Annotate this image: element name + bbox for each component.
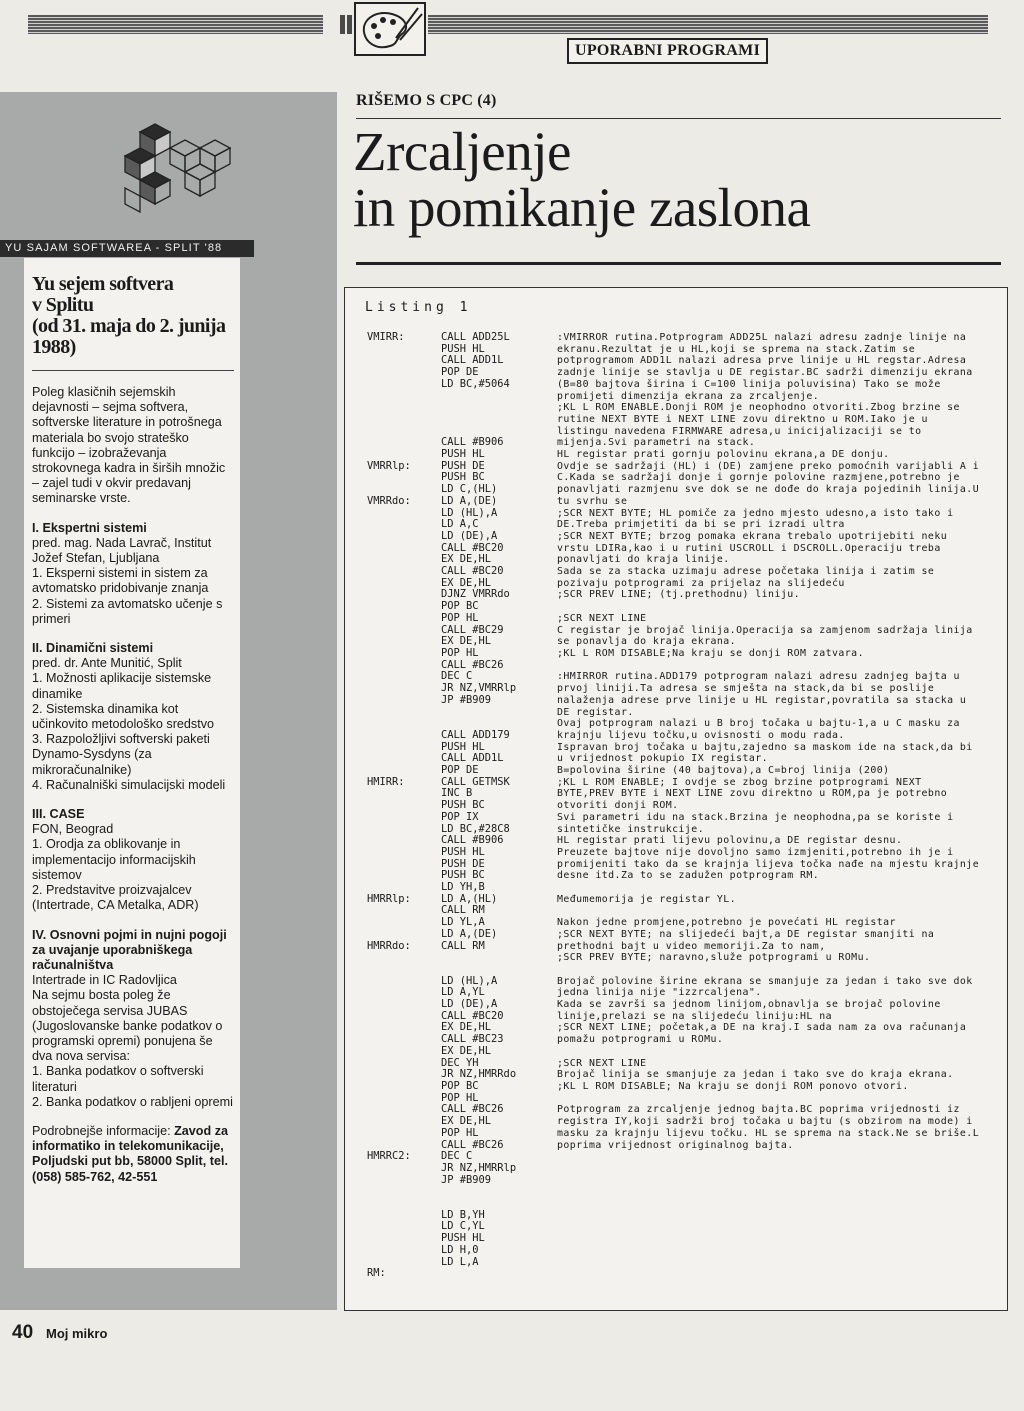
top-decorative-bar-left — [28, 15, 323, 34]
listing-comment: HL registar prati gornju polovinu ekrana,a DE donju. — [557, 449, 890, 461]
listing-comment: ;SCR NEXT LINE — [557, 612, 647, 624]
listing-comment: ;SCR NEXT LINE; početak,a DE na kraj.I sada nam za ova računanja pomažu potprogrami u ROMu. — [557, 1022, 973, 1046]
section-heading: I. Ekspertni sistemi — [32, 520, 147, 535]
section-line: 1. Orodja za oblikovanje in implementacijo informacijskih sistemov — [32, 837, 196, 882]
top-decorative-tick — [347, 15, 352, 34]
listing-comment — [557, 882, 985, 894]
code-listing — [344, 287, 1008, 1311]
listing-comment: C registar je brojač linija.Operacija sa zamjenom sadržaja linija se ponavlja do kraja ekrana. — [557, 624, 980, 648]
listing-comment: ;KL L ROM DISABLE;Na kraju se donji ROM zatvara. — [557, 647, 864, 659]
listing-comment: Preuzete bajtove nije dovoljno samo izmjeniti,potrebno ih je i promijeniti tako da se krajnja lijeva točka nađe na mjestu krajnje desne itd.Za to se zadužen potprogram RM. — [557, 846, 986, 882]
sidebar-body — [32, 371, 234, 1185]
listing-labels: VMIRR: VMRRlp: VMRRdo: HMIRR: HMRRlp: HMRRdo: HMRRC2: RM: — [367, 331, 411, 1280]
listing-comment: Ovdje se sadržaji (HL) i (DE) zamjene preko pomoćnih varijabli A i C.Kada se sadržaji donje i gornje polovine razmjene,potrebno je ponavljati razmjenu sve dok se ne dođe do kraja pojedinih linija.U tu svrhu se — [557, 460, 986, 507]
listing-comment: ;SCR NEXT BYTE; na slijedeći bajt,a DE registar smanjiti na prethodni bajt u video memoriji.Za to nam, — [557, 928, 941, 952]
listing-comment: Međumemorija je registar YL. — [557, 893, 737, 905]
section-line: 2. Sistemi za avtomatsko učenje s primeri — [32, 596, 223, 626]
listing-comments — [557, 332, 985, 1151]
listing-comment: Kada se završi sa jednom linijom,obnavlja se brojač polovine linije,prelazi se na slijedeću liniju:HL na — [557, 999, 948, 1022]
section-line: pred. dr. Ante Munitić, Split — [32, 656, 182, 671]
listing-code: CALL ADD25L PUSH HL CALL ADD1L POP DE LD BC,#5064 CALL #B906 PUSH HL PUSH DE PUSH BC LD C,(HL) LD A,(DE) LD (HL),A LD A,C LD (DE),A CALL #BC20 EX DE,HL CALL #BC20 EX DE,HL DJNZ VMRRdo POP BC POP HL CALL #BC29 EX DE,HL POP HL CALL #BC26 DEC C JR NZ,VMRRlp JP #B909 CALL ADD179 PUSH HL CALL ADD1L POP DE CALL GETMSK INC B PUSH BC POP IX LD BC,#28C8 CALL #B906 PUSH HL PUSH DE PUSH BC LD YH,B LD A,(HL) CALL RM LD YL,A LD A,(DE) CALL RM LD (HL),A LD A,YL LD (DE),A CALL #BC20 EX DE,HL CALL #BC23 EX DE,HL DEC YH JR NZ,HMRRdo POP BC POP HL CALL #BC26 EX DE,HL POP HL CALL #BC26 DEC C JR NZ,HMRRlp JP #B909 LD B,YH LD C,YL PUSH HL LD H,0 LD L,A — [441, 331, 517, 1268]
section-line: 3. Razpoložljivi softverski paketi Dynamo-Sysdyns (za mikroračunalnike) — [32, 732, 210, 777]
article-headline — [353, 121, 1003, 238]
listing-comment: Svi parametri idu na stack.Brzina je neophodna,pa se koriste i sintetičke instrukcije. — [557, 811, 960, 835]
section-line: pred. mag. Nada Lavrač, Institut Jožef Stefan, Ljubljana — [32, 535, 212, 566]
listing-comment: ;SCR PREV LINE; (tj.prethodnu) liniju. — [557, 589, 801, 601]
listing-title: Listing 1 — [365, 300, 472, 315]
sidebar-title-line: (od 31. maja do 2. junija — [32, 315, 226, 337]
section-label: UPORABNI PROGRAMI — [567, 38, 768, 64]
listing-comment — [557, 964, 985, 976]
section-heading: II. Dinamični sistemi — [32, 641, 154, 656]
listing-comment: ;KL L ROM ENABLE; I ovdje se zbog brzine potprogrami NEXT BYTE,PREV BYTE i NEXT LINE zovu direktno u ROM,pa je potrebno otvoriti donji ROM. — [557, 776, 954, 812]
headline-line: Zrcaljenje — [353, 121, 571, 182]
listing-comment: :HMIRROR rutina.ADD179 potprogram nalazi adresu zadnjeg bajta u prvoj liniji.Ta adresa se smješta na stack,da bi se poslije nalaženja adrese prve linije u HL registar,povratila sa stacka u DE registar. — [557, 671, 973, 718]
listing-comment: Sada se za stacka uzimaju adrese početaka linija i zatim se pozivaju potprogrami za prijelaz na slijedeću — [557, 566, 941, 589]
page-number: 40 — [12, 1322, 34, 1343]
header-rule — [356, 118, 1001, 119]
contact-info: Podrobnejše informacije: Zavod za informatiko in telekomunikacije, Poljudski put bb, 58000 Split, tel. (058) 585-762, 42-551 — [32, 1123, 228, 1184]
sidebar-title-line: 1988) — [32, 336, 76, 358]
cube-logo-icon — [105, 118, 245, 223]
listing-comment: Ovaj potprogram nalazi u B broj točaka u bajtu-1,a u C masku za krajnju lijevu točku,u ovisnosti o modu rada. — [557, 718, 967, 741]
listing-comment: ;SCR NEXT LINE — [557, 1057, 647, 1069]
listing-comment: ;SCR NEXT BYTE; HL pomiče za jedno mjesto udesno,a isto tako i DE.Treba primjetiti da bi se pri izradi ultra — [557, 507, 960, 531]
top-decorative-bar-right — [428, 15, 988, 34]
listing-comment: HL registar prati lijevu polovinu,a DE registar desnu. — [557, 835, 903, 847]
section-line: Na sejmu bosta poleg že obstoječega servisa JUBAS (Jugoslovanske banke podatkov o programski opremi) ponujena še dva nova servisa: — [32, 988, 223, 1064]
section-heading: III. CASE — [32, 807, 85, 822]
sidebar-title-line: Yu sejem softvera — [32, 273, 174, 295]
palette-brush-icon — [356, 4, 424, 54]
sidebar-intro: Poleg klasičnih sejemskih dejavnosti – sejma softvera, softverske literature in potrošnega materiala bo svojo strateško funkcijo – izobraževanja strokovnega kadra in širših množic – zajel tudi v okvir predavanj seminarske vrste. — [32, 385, 226, 506]
listing-comment: Brojač polovine širine ekrana se smanjuje za jedan i tako sve dok jedna linija nije "izzrcaljena". — [557, 975, 980, 999]
listing-comment — [557, 601, 985, 613]
listing-comment: Nakon jedne promjene,potrebno je povećati HL registar — [557, 917, 896, 929]
listing-comment — [557, 1093, 985, 1105]
listing-comment — [557, 660, 985, 672]
top-decorative-tick — [340, 15, 345, 34]
section-line: 1. Možnosti aplikacije sistemske dinamike — [32, 671, 212, 701]
listing-comment: ;SCR NEXT BYTE; brzog pomaka ekrana trebalo upotrijebiti neku vrstu LDIRa,kao i u rutini USCROLL i DSCROLL.Operaciju treba ponavljati do kraja linije. — [557, 530, 954, 566]
sidebar-box — [24, 258, 240, 1268]
listing-comment — [557, 905, 985, 917]
section-line: 2. Sistemska dinamika kot učinkovito metodološko sredstvo — [32, 701, 215, 732]
listing-comment: Ispravan broj točaka u bajtu,zajedno sa maskom ide na stack,da bi u vrijednost pokupio IX registar. — [557, 741, 980, 765]
listing-comment: ;KL L ROM ENABLE.Donji ROM je neophodno otvoriti.Zbog brzine se rutine NEXT BYTE i NEXT LINE zovu direktno u ROM.Iako je u listingu navedena FIRMWARE adresa,u inicijalizaciji se to mijenja.Svi parametri na stack. — [557, 402, 967, 449]
section-line: 2. Banka podatkov o rabljeni opremi — [32, 1094, 233, 1109]
sidebar-title-line: v Splitu — [32, 294, 94, 316]
section-line: 4. Računalniški simulacijski modeli — [32, 777, 226, 792]
section-line: 2. Predstavitve proizvajalcev (Intertrade, CA Metalka, ADR) — [32, 883, 199, 913]
sidebar-banner: YU SAJAM SOFTWAREA - SPLIT '88 — [0, 240, 254, 257]
listing-comment: Potprogram za zrcaljenje jednog bajta.BC poprima vrijednosti iz registra IY,koji sadrži broj točaka u bajtu (s obzirom na mode) i masku za krajnju lijevu točku. HL se sprema na stack.Ne se briše.L poprima vrijednost originalnog bajta. — [557, 1104, 986, 1151]
listing-comment — [557, 1046, 985, 1058]
headline-line: in pomikanje zaslona — [353, 177, 811, 238]
palette-logo — [354, 2, 426, 56]
listing-comment: Brojač linija se smanjuje za jedan i tako sve do kraja ekrana. — [557, 1069, 954, 1081]
section-heading: IV. Osnovni pojmi in nujni pogoji za uvajanje uporabniškega računalništva — [32, 927, 227, 972]
listing-comment: B=polovina širine (40 bajtova),a C=broj linija (200) — [557, 765, 890, 777]
listing-comment: :VMIRROR rutina.Potprogram ADD25L nalazi adresu zadnje linije na ekranu.Rezultat je u HL,koji se sprema na stack.Zatim se potprogramom ADD1L nalazi adresa prve linije u HL regstar.Adresa zadnje linije se stavlja u DE registar.BC sadrži dimenziju ekrana (B=80 bajtova širina i C=100 linija poluvisina) Tako se može promijeti dimenzija ekrana za zrcaljenje. — [557, 332, 980, 402]
section-line: FON, Beograd — [32, 822, 114, 837]
section-line: Intertrade in IC Radovljica — [32, 973, 177, 988]
listing-comment: ;SCR PREV BYTE; naravno,služe potprogrami u ROMu. — [557, 952, 871, 964]
listing-comment: ;KL L ROM DISABLE; Na kraju se donji ROM ponovo otvori. — [557, 1081, 909, 1092]
headline-rule — [356, 262, 1001, 265]
section-line: 1. Eksperni sistemi in sistem za avtomatsko pridobivanje znanja — [32, 566, 209, 596]
section-line: 1. Banka podatkov o softverski literaturi — [32, 1064, 204, 1094]
article-kicker: RIŠEMO S CPC (4) — [356, 92, 497, 109]
sidebar-title — [32, 274, 234, 371]
magazine-name: Moj mikro — [46, 1326, 108, 1341]
